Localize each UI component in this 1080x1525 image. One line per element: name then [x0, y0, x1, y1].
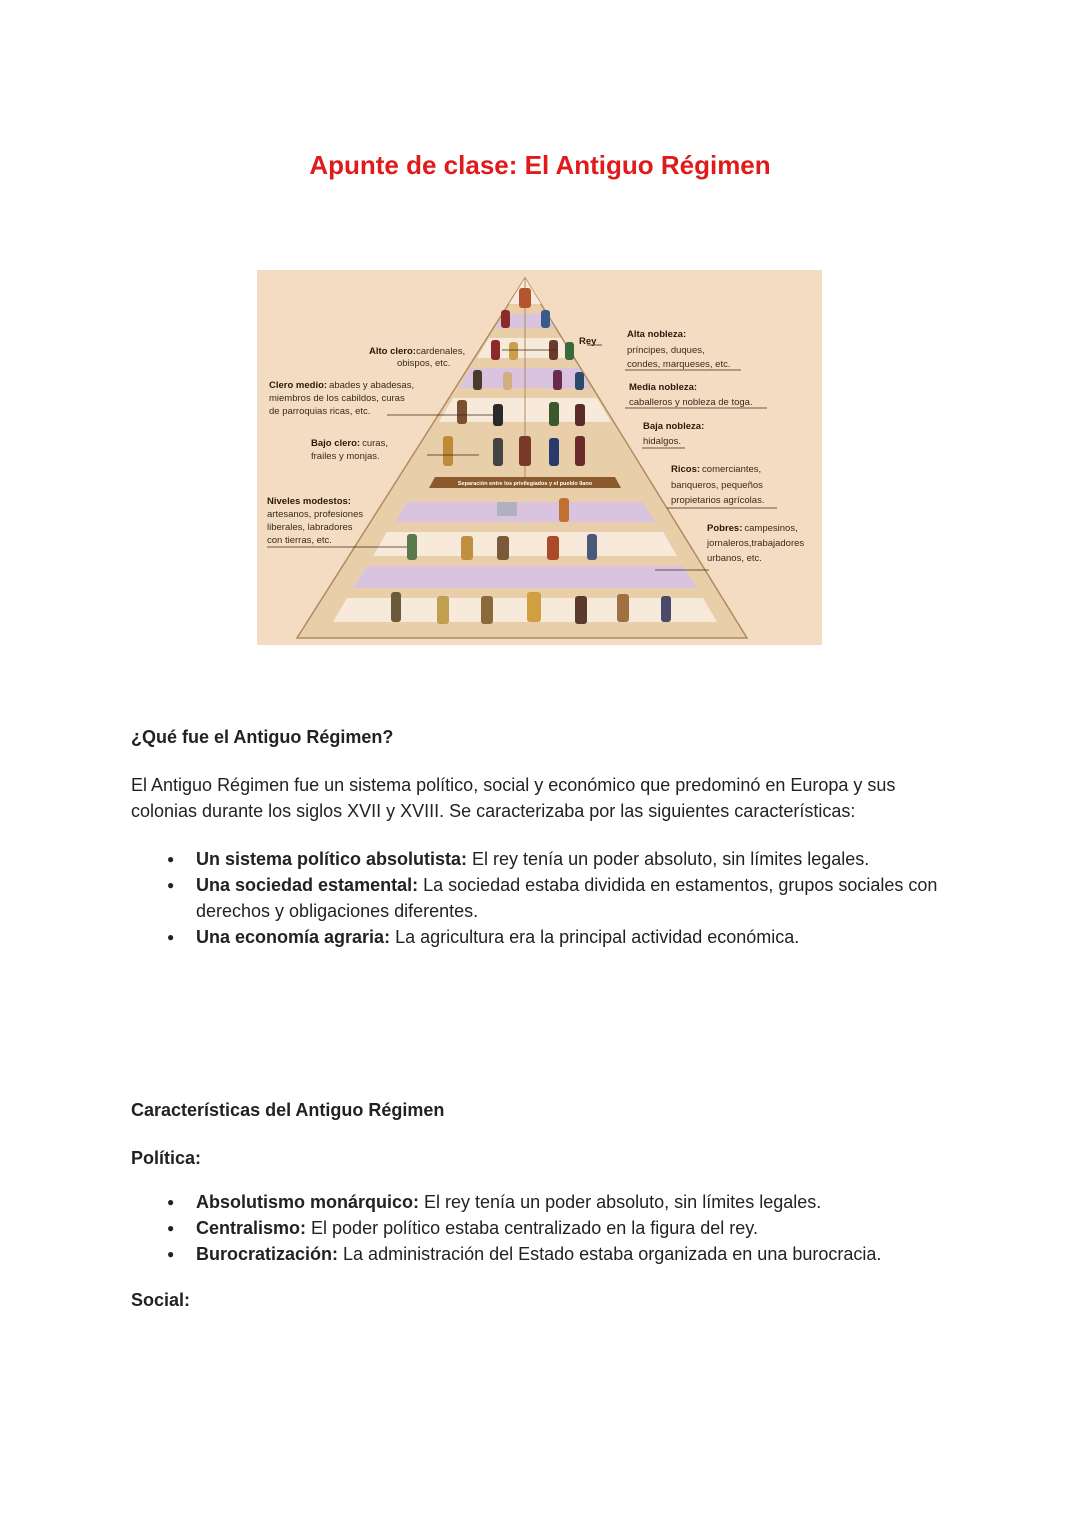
section-paragraph: El Antiguo Régimen fue un sistema político, social y económico que predominó en Europa y sus colonias durante los siglos XVII y XVIII. Se caracterizaba por las siguientes características:: [131, 775, 896, 821]
label-niveles-1: artesanos, profesiones: [267, 509, 364, 520]
label-alta-nobleza-1: príncipes, duques,: [627, 345, 705, 356]
social-pyramid-illustration: [257, 270, 822, 645]
list-item: ● Una economía agraria: La agricultura era la principal actividad económica.: [131, 924, 961, 950]
label-media-nobleza: Media nobleza:: [629, 382, 698, 393]
list-item: ● Un sistema político absolutista: El rey tenía un poder absoluto, sin límites legales.: [131, 846, 961, 872]
label-pobres-3: urbanos, etc.: [707, 553, 762, 564]
label-alta-nobleza-2: condes, marqueses, etc.: [627, 359, 731, 370]
label-bajo-clero-2: frailes y monjas.: [311, 451, 380, 462]
subheading-politica: Política:: [131, 1148, 202, 1168]
label-alto-clero-2: obispos, etc.: [397, 358, 451, 369]
tier-pobres-b: [333, 598, 717, 622]
label-alto-clero: Alto clero:cardenales,: [369, 346, 466, 357]
label-niveles-2: liberales, labradores: [267, 522, 353, 533]
label-baja-nobleza: Baja nobleza:: [643, 421, 705, 432]
bullet-list: [131, 1189, 961, 1267]
list-item: ● Burocratización: La administración del Estado estaba organizada en una burocracia.: [131, 1241, 961, 1267]
section-que-fue: [131, 724, 961, 950]
list-item: ● Una sociedad estamental: La sociedad estaba dividida en estamentos, grupos sociales con derechos y obligaciones diferentes.: [131, 872, 961, 924]
page-title: Apunte de clase: El Antiguo Régimen: [309, 150, 771, 180]
section-caracteristicas: [131, 1097, 961, 1313]
tier-modestos: [373, 532, 677, 556]
label-clero-medio-3: de parroquias ricas, etc.: [269, 406, 371, 417]
label-media-nobleza-1: caballeros y nobleza de toga.: [629, 397, 753, 408]
section-heading: ¿Qué fue el Antiguo Régimen?: [131, 727, 394, 747]
tier-ricos: [395, 502, 655, 522]
social-pyramid-figure: [257, 270, 822, 645]
label-rey: Rey: [579, 336, 597, 347]
section-heading: Características del Antiguo Régimen: [131, 1100, 445, 1120]
label-alta-nobleza: Alta nobleza:: [627, 329, 687, 340]
label-ricos-2: banqueros, pequeños: [671, 480, 763, 491]
separation-label: Separación entre los privilegiados y el pueblo llano: [457, 481, 593, 487]
list-item: ● Centralismo: El poder político estaba centralizado en la figura del rey.: [131, 1215, 961, 1241]
label-niveles-modestos: Niveles modestos:: [267, 496, 351, 507]
label-ricos-3: propietarios agrícolas.: [671, 495, 765, 506]
label-bajo-clero: Bajo clero: curas,: [311, 438, 388, 449]
label-clero-medio: Clero medio: abades y abadesas,: [269, 380, 415, 391]
label-pobres-2: jornaleros,trabajadores: [707, 538, 805, 549]
label-ricos: Ricos: comerciantes,: [671, 464, 762, 475]
label-clero-medio-2: miembros de los cabildos, curas: [269, 393, 405, 404]
label-baja-nobleza-1: hidalgos.: [643, 436, 682, 447]
bullet-list: [131, 846, 961, 950]
label-niveles-3: con tierras, etc.: [267, 535, 332, 546]
list-item: ● Absolutismo monárquico: El rey tenía un poder absoluto, sin límites legales.: [131, 1189, 961, 1215]
subheading-social: Social:: [131, 1290, 191, 1310]
tier-pobres-a: [353, 566, 697, 588]
label-pobres: Pobres: campesinos,: [707, 523, 798, 534]
